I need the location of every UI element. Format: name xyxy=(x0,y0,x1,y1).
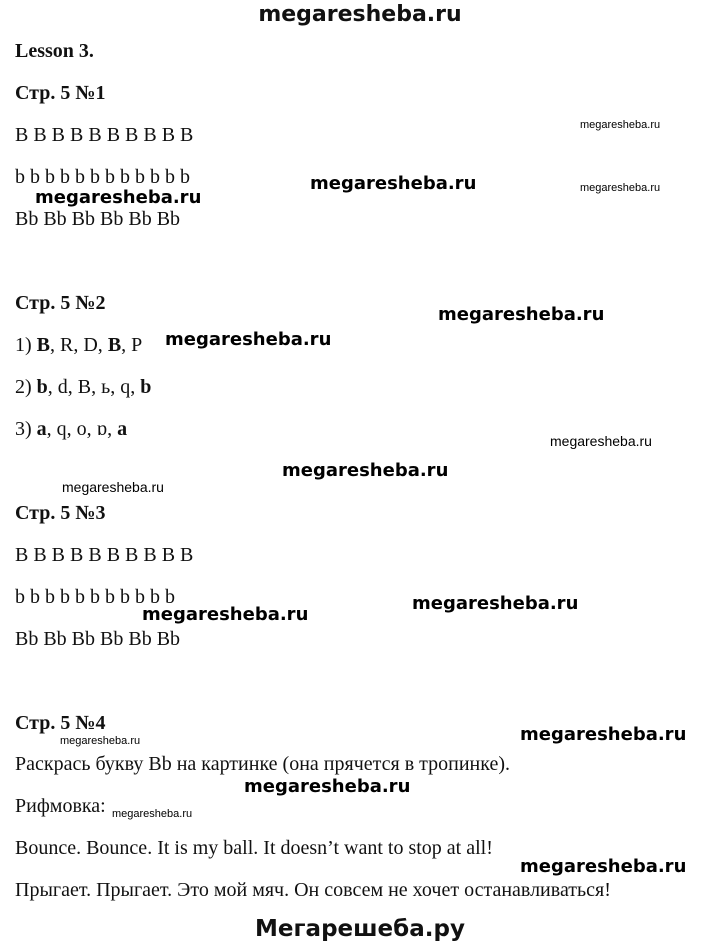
item-number: 1) xyxy=(15,334,37,356)
plain-letters: , q, o, ɒ, xyxy=(46,418,118,440)
section-2-line-3 xyxy=(15,418,127,441)
item-number: 3) xyxy=(15,418,37,440)
section-3-line-2: b b b b b b b b b b b xyxy=(15,586,175,608)
watermark: megaresheba.ru xyxy=(580,119,661,131)
watermark: megaresheba.ru xyxy=(35,187,202,208)
watermark: megaresheba.ru xyxy=(310,173,477,194)
bold-letter: b xyxy=(140,376,152,398)
watermark: megaresheba.ru xyxy=(520,724,687,745)
bold-letter: B xyxy=(36,334,51,356)
site-title: megaresheba.ru xyxy=(258,2,462,27)
section-1-line-1: B B B B B B B B B B xyxy=(15,124,194,146)
watermark: megaresheba.ru xyxy=(60,735,141,747)
section-1-title: Стр. 5 №1 xyxy=(15,82,106,104)
watermark: megaresheba.ru xyxy=(112,808,193,820)
section-4-line-3: Bounce. Bounce. It is my ball. It doesn’t want to stop at all! xyxy=(15,837,493,859)
section-4-line-4: Прыгает. Прыгает. Это мой мяч. Он совсем не хочет останавливаться! xyxy=(15,879,611,901)
watermark: megaresheba.ru xyxy=(62,479,164,495)
watermark: megaresheba.ru xyxy=(438,304,605,325)
watermark: megaresheba.ru xyxy=(142,604,309,625)
section-2-line-2 xyxy=(15,376,151,399)
plain-letters: , d, B, ь, q, xyxy=(47,376,141,398)
section-2-line-1 xyxy=(15,334,142,357)
section-3-line-3: Bb Bb Bb Bb Bb Bb xyxy=(15,628,181,650)
section-4-line-1: Раскрась букву Bb на картинке (она прячется в тропинке). xyxy=(15,753,510,775)
section-1-line-2: b b b b b b b b b b b b xyxy=(15,166,190,188)
section-4-line-2: Рифмовка: xyxy=(15,795,106,817)
watermark: megaresheba.ru xyxy=(550,433,652,449)
section-1-line-3: Bb Bb Bb Bb Bb Bb xyxy=(15,208,181,230)
watermark: megaresheba.ru xyxy=(580,182,661,194)
bold-letter: a xyxy=(117,418,128,440)
watermark: megaresheba.ru xyxy=(244,776,411,797)
section-3-line-1: B B B B B B B B B B xyxy=(15,544,194,566)
lesson-title: Lesson 3. xyxy=(15,40,94,62)
plain-letters: , P xyxy=(121,334,143,356)
watermark: megaresheba.ru xyxy=(412,593,579,614)
section-2-title: Стр. 5 №2 xyxy=(15,292,106,314)
bold-letter: a xyxy=(36,418,47,440)
watermark: megaresheba.ru xyxy=(520,856,687,877)
watermark: megaresheba.ru xyxy=(282,460,449,481)
bold-letter: B xyxy=(107,334,122,356)
footer-brand: Мегарешеба.ру xyxy=(255,916,465,942)
section-3-title: Стр. 5 №3 xyxy=(15,502,106,524)
item-number: 2) xyxy=(15,376,37,398)
bold-letter: b xyxy=(36,376,48,398)
plain-letters: , R, D, xyxy=(50,334,108,356)
watermark: megaresheba.ru xyxy=(165,329,332,350)
section-4-title: Стр. 5 №4 xyxy=(15,712,106,734)
